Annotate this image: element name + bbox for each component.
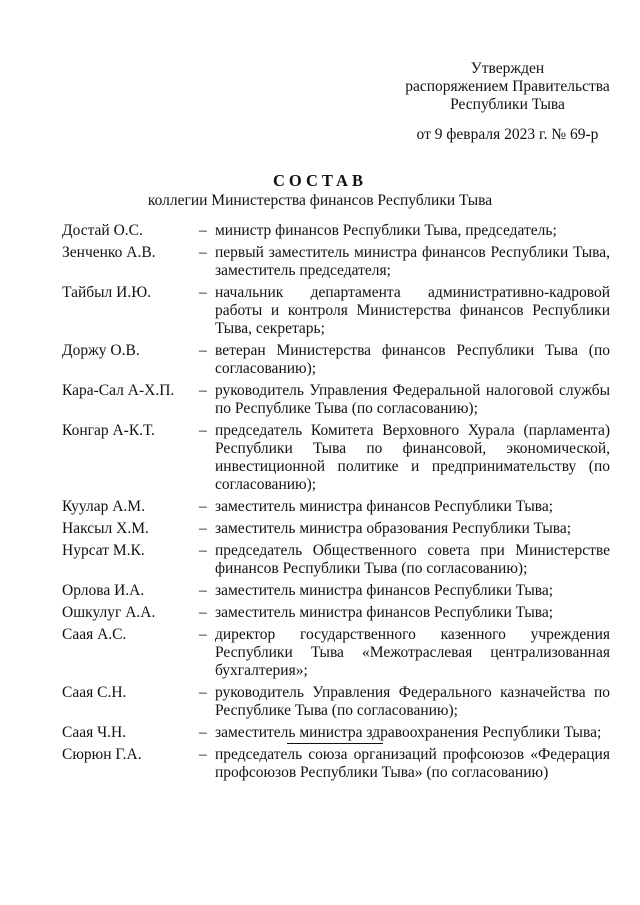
approval-date: от 9 февраля 2023 г. № 69-р	[416, 126, 599, 143]
member-row	[62, 422, 610, 494]
member-name: Кара-Сал А-Х.П.	[62, 382, 175, 399]
document-subtitle: коллегии Министерства финансов Республики Тыва	[147, 192, 493, 209]
member-role: первый заместитель министра финансов Республики Тыва, заместитель председателя;	[215, 244, 610, 279]
member-role: председатель союза организаций профсоюзов «Федерация профсоюзов Республики Тыва» (по согласованию)	[215, 746, 610, 781]
member-role: заместитель министра здравоохранения Республики Тыва;	[215, 724, 602, 741]
member-row	[62, 604, 610, 622]
member-row	[62, 342, 610, 378]
dash-separator: –	[199, 746, 207, 763]
member-role: министр финансов Республики Тыва, председатель;	[215, 222, 557, 239]
dash-separator: –	[199, 284, 207, 301]
member-name: Зенченко А.В.	[62, 244, 156, 261]
member-name: Доржу О.В.	[62, 342, 140, 359]
dash-separator: –	[199, 222, 207, 239]
dash-separator: –	[199, 684, 207, 701]
member-role: руководитель Управления Федерального казначейства по Республике Тыва (по согласованию);	[215, 684, 610, 719]
member-row	[62, 684, 610, 720]
dash-separator: –	[199, 382, 207, 399]
member-name: Куулар А.М.	[62, 498, 145, 515]
member-row	[62, 582, 610, 600]
member-name: Тайбыл И.Ю.	[62, 284, 152, 301]
member-name: Наксыл Х.М.	[62, 520, 149, 537]
dash-separator: –	[199, 582, 207, 599]
member-name: Орлова И.А.	[62, 582, 145, 599]
dash-separator: –	[199, 422, 207, 439]
member-role: председатель Комитета Верховного Хурала (парламента) Республики Тыва по финансовой, экономической, инвестиционной политике и предпринимательству (по согласованию);	[215, 422, 610, 493]
member-name: Нурсат М.К.	[62, 542, 145, 559]
dash-separator: –	[199, 724, 207, 741]
member-role: заместитель министра финансов Республики Тыва;	[215, 604, 554, 621]
dash-separator: –	[199, 520, 207, 537]
document-title-block	[0, 172, 640, 210]
member-row	[62, 626, 610, 680]
member-role: заместитель министра финансов Республики Тыва;	[215, 582, 554, 599]
member-row	[62, 382, 610, 418]
member-name: Саая С.Н.	[62, 684, 127, 701]
member-row	[62, 284, 610, 338]
member-name: Саая А.С.	[62, 626, 127, 643]
member-name: Саая Ч.Н.	[62, 724, 127, 741]
document-title: СОСТАВ	[273, 171, 367, 190]
member-name: Ошкулуг А.А.	[62, 604, 156, 621]
member-row	[62, 520, 610, 538]
member-role: директор государственного казенного учреждения Республики Тыва «Межотраслевая централизованная бухгалтерия»;	[215, 626, 610, 679]
approval-stamp	[400, 60, 615, 144]
approval-line-2: распоряжением Правительства	[405, 78, 610, 95]
member-row	[62, 244, 610, 280]
member-role: заместитель министра финансов Республики Тыва;	[215, 498, 554, 515]
approval-line-1: Утвержден	[470, 60, 545, 77]
member-row	[62, 498, 610, 516]
member-row	[62, 222, 610, 240]
dash-separator: –	[199, 342, 207, 359]
member-row	[62, 746, 610, 782]
member-name: Конгар А-К.Т.	[62, 422, 155, 439]
dash-separator: –	[199, 244, 207, 261]
approval-line-3: Республики Тыва	[450, 96, 565, 113]
member-row	[62, 542, 610, 578]
member-name: Достай О.С.	[62, 222, 143, 239]
dash-separator: –	[199, 604, 207, 621]
member-row	[62, 724, 610, 742]
member-role: заместитель министра образования Республики Тыва;	[215, 520, 572, 537]
members-list	[62, 222, 610, 786]
member-role: руководитель Управления Федеральной налоговой службы по Республике Тыва (по согласованию);	[215, 382, 610, 417]
dash-separator: –	[199, 498, 207, 515]
member-name: Сюрюн Г.А.	[62, 746, 142, 763]
dash-separator: –	[199, 626, 207, 643]
dash-separator: –	[199, 542, 207, 559]
member-role: ветеран Министерства финансов Республики Тыва (по согласованию);	[215, 342, 610, 377]
closing-rule	[287, 743, 383, 744]
member-role: начальник департамента административно-кадровой работы и контроля Министерства финансов Республики Тыва, секретарь;	[215, 284, 610, 337]
member-role: председатель Общественного совета при Министерстве финансов Республики Тыва (по согласованию);	[215, 542, 610, 577]
